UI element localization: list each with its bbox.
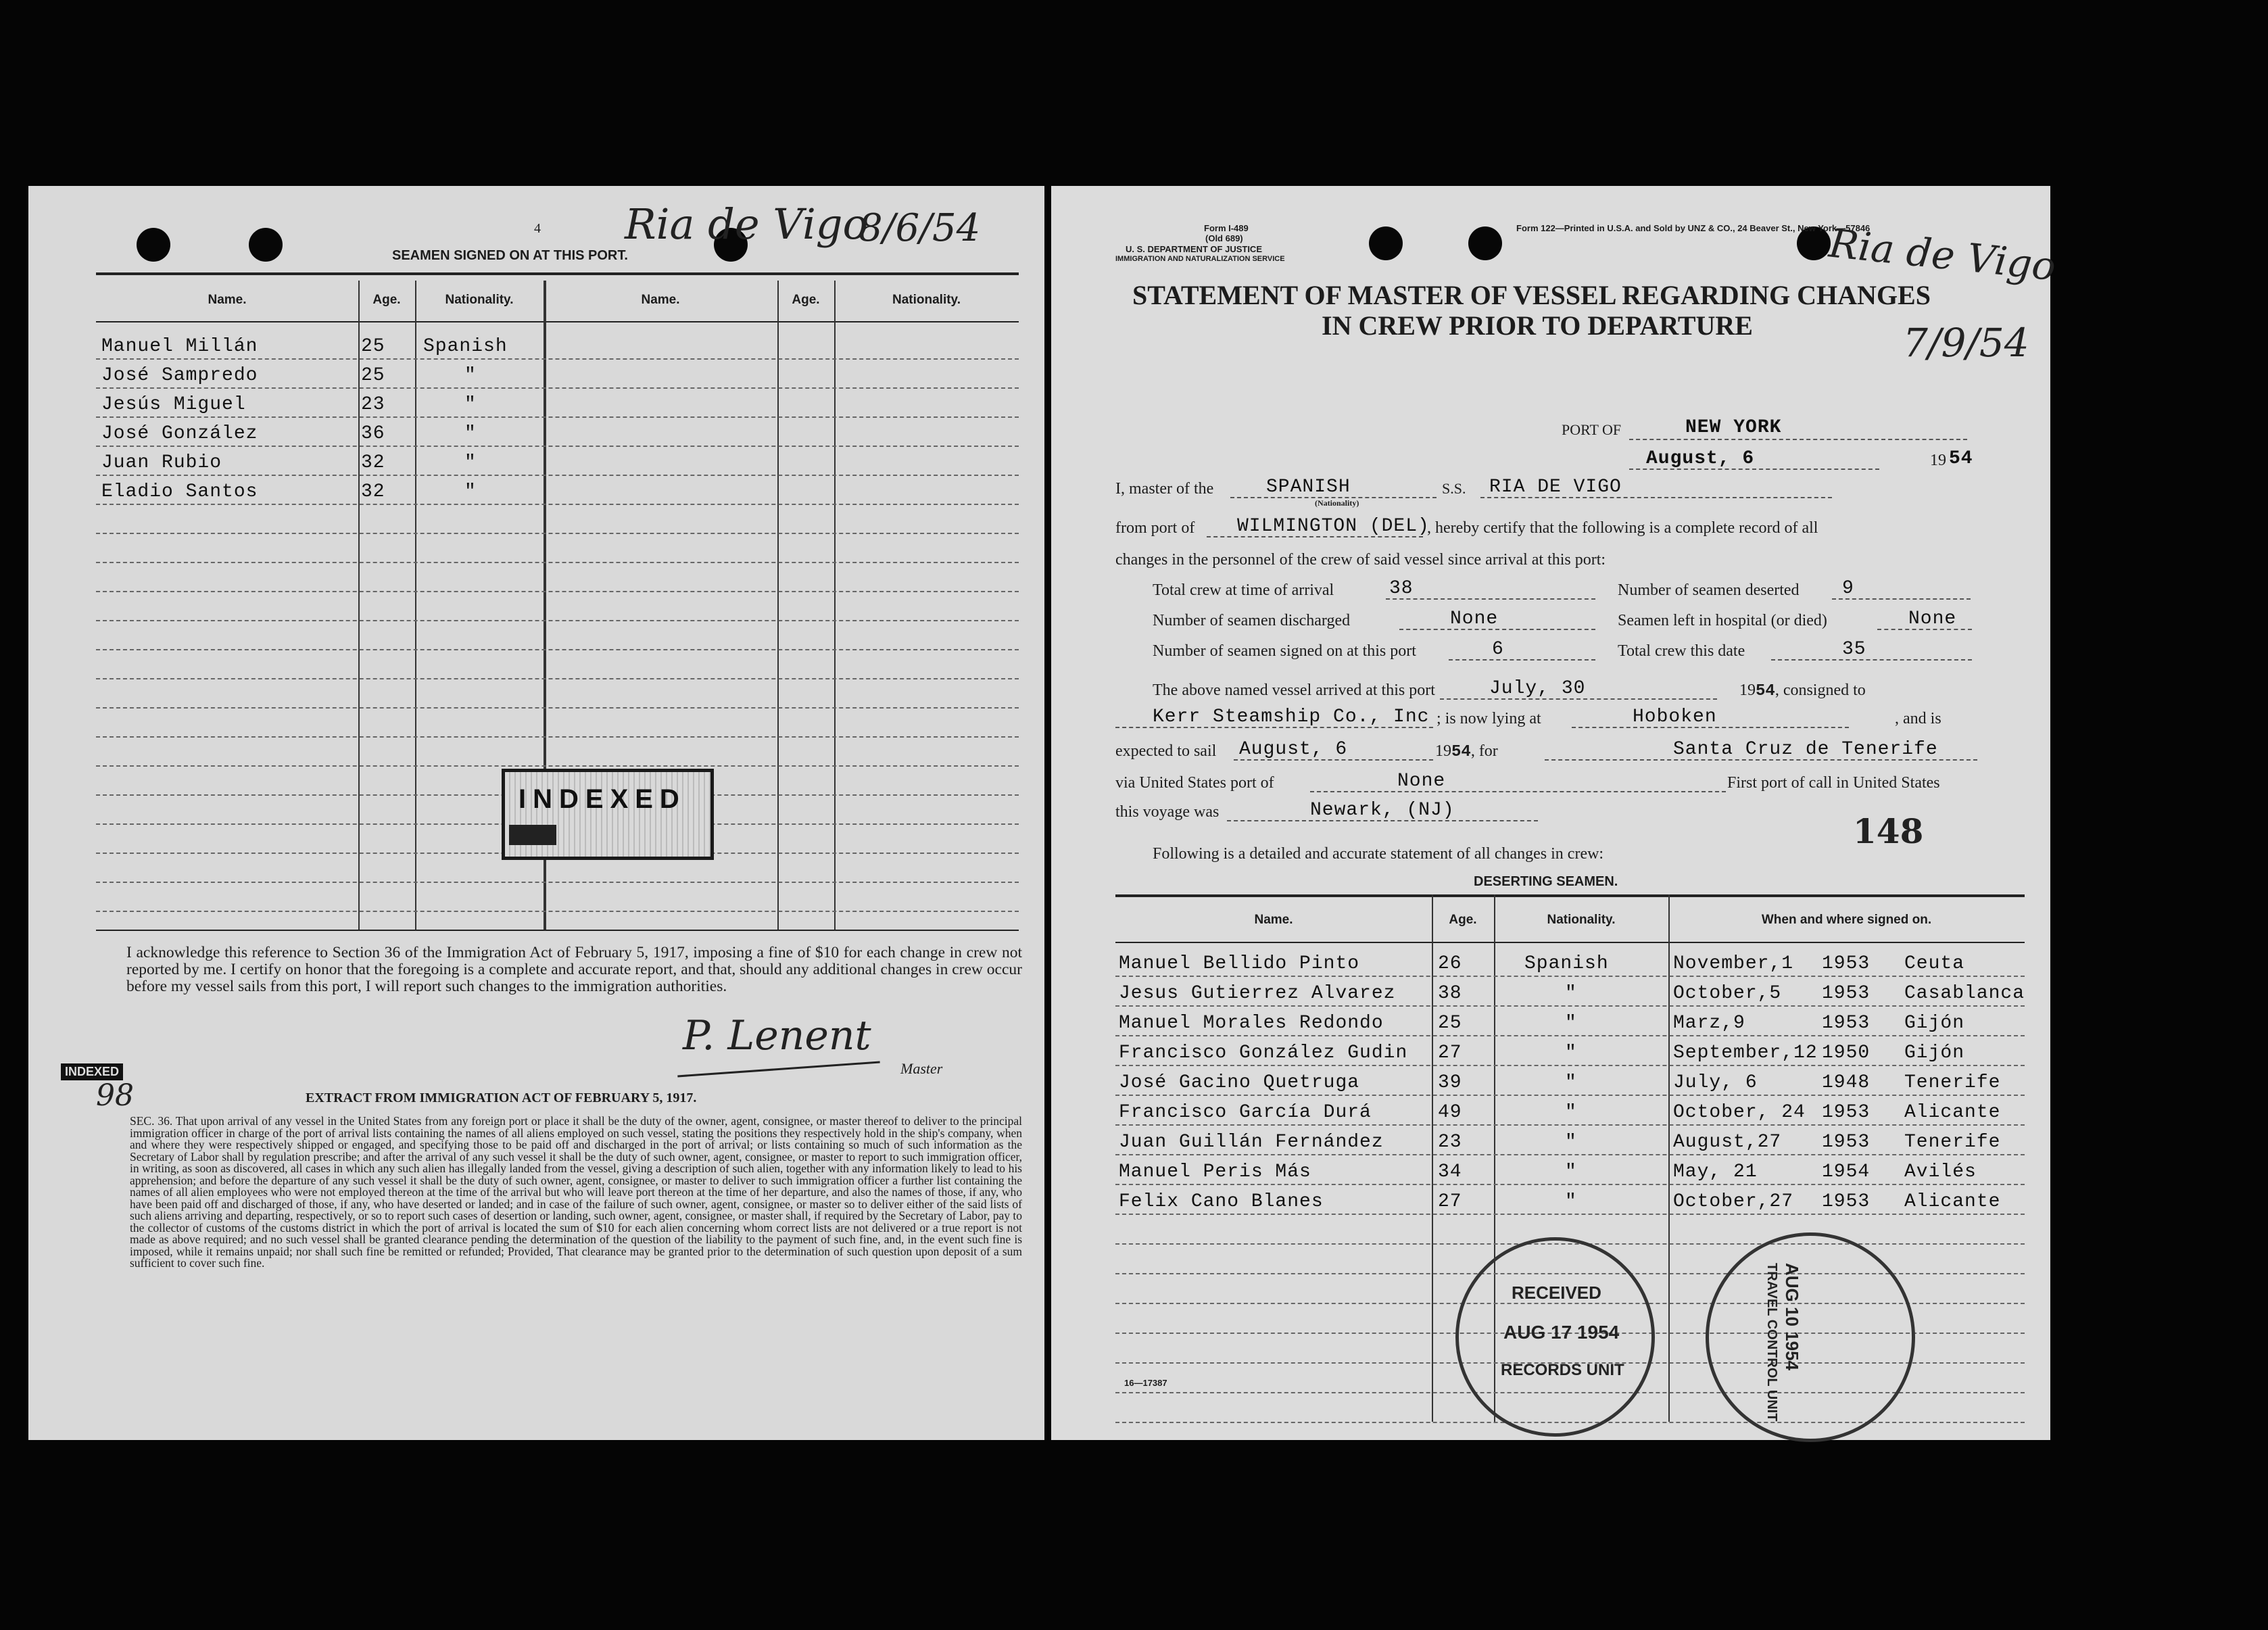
deserter-name: Juan Guillán Fernández (1119, 1132, 1384, 1153)
indexed-stamp (502, 769, 714, 860)
year-prefix: 19 (1930, 452, 1946, 469)
table-header-rule (96, 321, 1019, 322)
deserter-age: 34 (1438, 1161, 1462, 1182)
deserter-signed-year: 1953 (1822, 953, 1871, 974)
deserter-nationality: " (1565, 1072, 1577, 1093)
signed-on-label: Number of seamen signed on at this port (1153, 642, 1416, 660)
service-name: IMMIGRATION AND NATURALIZATION SERVICE (1115, 255, 1285, 263)
travel-stamp-text: TRAVEL CONTROL UNIT (1764, 1263, 1779, 1422)
table-cell-age: 25 (361, 336, 385, 357)
table-bottom-rule (96, 930, 1019, 931)
row-rule (96, 446, 1019, 447)
deserter-nationality: " (1565, 1013, 1577, 1034)
right-page: Form I-489 (Old 689) U. S. DEPARTMENT OF JUSTICE IMMIGRATION AND NATURALIZATION SERVICE Form 122—Printed in U.S.A. and Sold by UNZ & CO., 24 Beaver St., New York—57846 Ria de Vigo 7/9/54 STATEMENT OF MASTER OF VESSEL REGARDING CHANGES IN CREW PRIOR TO DEPARTURE PORT OF NEW YORK August, 6 19 54 I, master of the SPANISH (Nationality) S.S. RIA DE VIGO from port of WILMINGTON (DEL) , hereby certify that the following is a complete record of all changes in the personnel of the crew of said vessel since arrival at this port: Total crew at time of arrival 38 Number of seamen deserted 9 Number of seamen discharged None Seamen left in hospital (or died) None Number of seamen signed on at this port 6 Total crew this date 35 The above named vessel arrived at this port July, 30 1954, consigned to Kerr Steamship Co., Inc ; is now lying at Hoboken , and is expected to sail August, 6 1954, for Santa Cruz de Tenerife via United States port of None First port of call in United States this voyage was Newark, (NJ) 148 Following is a detailed and accurate statement of all changes in crew: DESERTING SEAMEN. Name. Age. Nationality. When and where signed on. Manuel Bellido Pinto 26 Spanish November,1 1953 Ceuta Jesus Gutierrez Alvarez 38 " October,5 1953 Casablanca Manuel Morales Redondo 25 " Marz,9 1953 Gijón Francisco González Gudin 27 " September,12 1950 Gijón José Gacino Quetruga 39 " July, 6 1948 Tenerife Francisco García Durá 49 " October, 24 1953 Alicante Juan Guillán Fernández 23 " August,27 1953 Tenerife Manuel Peris Más 34 " May, 21 1954 Avilés Felix Cano Blanes 27 " October,27 1953 Alicante RECEIVED AUG 17 1954 RECORDS UNIT AUG 10 1954 TRAVEL CONTROL UNIT 16—17387 (1051, 186, 2050, 1440)
deserted-label: Number of seamen deserted (1618, 581, 1800, 599)
table-cell-age: 36 (361, 423, 385, 444)
column-header-age: Age. (792, 293, 820, 307)
row-rule (1115, 1124, 2025, 1126)
column-header-age: Age. (372, 293, 401, 307)
fill-line (1310, 791, 1726, 792)
row-rule (1115, 976, 2025, 977)
column-header-age: Age. (1449, 913, 1477, 927)
table-top-rule (1115, 894, 2025, 897)
table-cell-nationality: " (464, 481, 477, 502)
expected-year: 54 (1451, 743, 1471, 761)
expected-label: expected to sail (1115, 742, 1217, 760)
travel-control-stamp (1706, 1232, 1915, 1442)
row-rule (96, 504, 1019, 505)
master-of-label: I, master of the (1115, 480, 1214, 498)
discharged-label: Number of seamen discharged (1153, 612, 1351, 629)
punch-hole (1369, 226, 1403, 260)
punch-hole (249, 228, 283, 262)
page-number: 4 (534, 221, 541, 236)
table-cell-name: Eladio Santos (101, 481, 258, 502)
column-header-nationality: Nationality. (445, 293, 514, 307)
deserter-signed-year: 1948 (1822, 1072, 1871, 1093)
row-rule (96, 736, 1019, 738)
table-cell-nationality: " (464, 394, 477, 415)
consigned-label: , consigned to (1775, 681, 1866, 699)
column-divider (834, 281, 836, 930)
column-header-name: Name. (208, 293, 247, 307)
table-cell-nationality: " (464, 452, 477, 473)
deserter-signed-place: Tenerife (1904, 1072, 2001, 1093)
row-rule (1115, 1065, 2025, 1066)
hospital-value: None (1908, 608, 1957, 629)
deserter-nationality: " (1565, 1042, 1577, 1063)
deserter-name: Felix Cano Blanes (1119, 1191, 1324, 1212)
port-of-label: PORT OF (1562, 421, 1622, 438)
voyage-value: Newark, (NJ) (1310, 800, 1455, 821)
table-cell-name: Manuel Millán (101, 336, 258, 357)
table-header-rule (1115, 942, 2025, 943)
arrived-label: The above named vessel arrived at this port (1153, 681, 1435, 699)
for-label: , for (1470, 742, 1498, 760)
deserter-signed-year: 1953 (1822, 983, 1871, 1004)
deserter-signed-date: October,5 (1673, 983, 1782, 1004)
row-rule (96, 882, 1019, 883)
hospital-label: Seamen left in hospital (or died) (1618, 612, 1827, 629)
received-stamp-date: AUG 17 1954 (1503, 1322, 1620, 1343)
deserter-nationality: " (1565, 1132, 1577, 1153)
old-form-number: (Old 689) (1205, 233, 1243, 243)
for-value: Santa Cruz de Tenerife (1673, 739, 1938, 760)
row-rule (96, 475, 1019, 476)
deserter-signed-place: Tenerife (1904, 1132, 2001, 1153)
deserter-signed-date: May, 21 (1673, 1161, 1758, 1182)
deserter-signed-date: September,12 (1673, 1042, 1818, 1063)
form-title-line1: STATEMENT OF MASTER OF VESSEL REGARDING CHANGES (1132, 280, 1931, 310)
deserter-signed-place: Casablanca (1904, 983, 2025, 1004)
received-stamp (1455, 1237, 1655, 1437)
table-cell-age: 25 (361, 365, 385, 386)
left-page (28, 186, 1044, 1440)
deserter-signed-year: 1953 (1822, 1191, 1871, 1212)
table-cell-age: 32 (361, 452, 385, 473)
column-divider (1432, 894, 1433, 1422)
from-port-value: WILMINGTON (DEL) (1237, 516, 1430, 537)
table-cell-age: 32 (361, 481, 385, 502)
table-top-rule (96, 272, 1019, 275)
deserter-age: 27 (1438, 1042, 1462, 1063)
row-rule (96, 649, 1019, 650)
extract-text: SEC. 36. That upon arrival of any vessel in the United States from any foreign port or place it shall be the duty of the owner, agent, consignee, or master thereof to deliver to the principal immigration officer in charge of the port of arrival lists containing the names of all aliens employed on such vessel, stating the positions they respectively hold in the ship's company, when and where they were respectively shipped or engaged, and specifying those to be paid off and discharged in the port of arrival; or lists containing so much of such information as the Secretary of Labor shall by regulation prescribe; and after the arrival of any such vessel it shall be the duty of such owner, agent, consignee, or master to report to such immigration officer, in writing, as soon as discovered, all cases in which any such alien has illegally landed from the vessel, giving a description of such alien, together with any information likely to lead to his apprehension; and before the departure of any such vessel it shall be the duty of such owner, agent, consignee, or master to deliver to such immigration officer a further list containing the names of all alien employees who were not employed thereon at the time of the arrival but who will leave port thereon at the time of her departure, and also the names of those, if any, who have been paid off and discharged of those, if any, who have deserted or landed; and in case of the failure of such owner, agent, consignee, or master so to deliver either of the said lists of such aliens arriving and departing, respectively, or so to report such cases of desertion or landing, such owner, agent, consignee, or master shall, if required by the Secretary of Labor, pay to the collector of customs of the customs district in which the port of arrival is located the sum of $10 for each alien concerning whom correct lists are not delivered or a true report is not made as above required; and no such vessel shall be granted clearance pending the determination of the question of the liability to the payment of such fine, and, in the event such fine is imposed, while it remains unpaid; nor shall such fine be remitted or refunded; Provided, That clearance may be granted prior to the determination of such question upon deposit of a sum sufficient to cover such fine. (130, 1114, 1022, 1270)
expected-value: August, 6 (1239, 739, 1348, 760)
row-rule (1115, 1184, 2025, 1185)
extract-title: EXTRACT FROM IMMIGRATION ACT OF FEBRUARY 5, 1917. (306, 1090, 697, 1105)
table-cell-nationality: Spanish (423, 336, 508, 357)
deserter-signed-place: Gijón (1904, 1042, 1965, 1063)
first-port-label: First port of call in United States (1727, 774, 1940, 792)
table-cell-name: Jesús Miguel (101, 394, 246, 415)
deserter-age: 39 (1438, 1072, 1462, 1093)
deserter-signed-place: Gijón (1904, 1013, 1965, 1034)
deserter-age: 26 (1438, 953, 1462, 974)
deserter-signed-date: August,27 (1673, 1132, 1782, 1153)
handwritten-number: 148 (1853, 811, 1924, 851)
column-divider (1668, 894, 1670, 1422)
column-header-when-where: When and where signed on. (1761, 913, 1932, 927)
column-divider (777, 281, 779, 930)
handwritten-date: 8/6/54 (859, 206, 981, 250)
nationality-value: SPANISH (1266, 477, 1351, 498)
fill-line (1449, 659, 1595, 661)
column-divider (358, 281, 360, 930)
and-is-label: , and is (1895, 710, 1941, 727)
table-cell-nationality: " (464, 423, 477, 444)
deserter-signed-date: Marz,9 (1673, 1013, 1745, 1034)
port-of-value: NEW YORK (1685, 417, 1782, 438)
deserter-age: 23 (1438, 1132, 1462, 1153)
row-rule (96, 562, 1019, 563)
table-cell-name: José Sampredo (101, 365, 258, 386)
column-header-name: Name. (1254, 913, 1293, 927)
footer-code: 16—17387 (1124, 1378, 1167, 1388)
changes-text: changes in the personnel of the crew of said vessel since arrival at this port: (1115, 551, 1606, 569)
signature-underline (677, 1061, 879, 1078)
punch-hole (1468, 226, 1502, 260)
deserter-signed-place: Alicante (1904, 1102, 2001, 1123)
deserted-value: 9 (1842, 578, 1854, 599)
column-divider (415, 281, 416, 930)
deserter-name: Manuel Peris Más (1119, 1161, 1311, 1182)
deserter-signed-year: 1953 (1822, 1102, 1871, 1123)
deserter-signed-date: November,1 (1673, 953, 1794, 974)
master-label: Master (900, 1060, 943, 1077)
deserter-signed-date: July, 6 (1673, 1072, 1758, 1093)
via-value: None (1397, 771, 1446, 792)
deserter-name: Manuel Morales Redondo (1119, 1013, 1384, 1034)
deserter-age: 25 (1438, 1013, 1462, 1034)
deserter-name: Francisco González Gudin (1119, 1042, 1408, 1063)
deserter-name: Francisco García Durá (1119, 1102, 1372, 1123)
from-port-label: from port of (1115, 519, 1195, 537)
via-label: via United States port of (1115, 774, 1274, 792)
row-rule (96, 358, 1019, 360)
deserter-nationality: " (1565, 1191, 1577, 1212)
deserter-signed-place: Ceuta (1904, 953, 1965, 974)
table-cell-age: 23 (361, 394, 385, 415)
acknowledgement-text: I acknowledge this reference to Section 36 of the Immigration Act of February 5, 1917, imposing a fine of $10 for each change in crew not reported by me. I certify on honor that the foregoing is a complete and accurate report, and that, should any additional changes in crew occur before my vessel sails from this port, I will report such changes to the immigration authorities. (126, 944, 1022, 995)
deserter-signed-place: Alicante (1904, 1191, 2001, 1212)
deserting-header: DESERTING SEAMEN. (1474, 874, 1618, 889)
deserter-signed-year: 1954 (1822, 1161, 1871, 1182)
deserter-signed-date: October,27 (1673, 1191, 1794, 1212)
fill-line (1629, 439, 1967, 440)
date-value: August, 6 (1646, 448, 1755, 469)
discharged-value: None (1450, 608, 1499, 629)
consignee-value: Kerr Steamship Co., Inc (1153, 706, 1430, 727)
ss-label: S.S. (1442, 480, 1466, 497)
voyage-label: this voyage was (1115, 803, 1220, 821)
table-cell-name: Juan Rubio (101, 452, 222, 473)
travel-stamp-date: AUG 10 1954 (1782, 1263, 1802, 1370)
deserter-signed-date: October, 24 (1673, 1102, 1806, 1123)
arrived-value: July, 30 (1489, 678, 1586, 699)
deserter-nationality: " (1565, 983, 1577, 1004)
deserter-signed-year: 1953 (1822, 1013, 1871, 1034)
form-number: Form I-489 (1204, 223, 1249, 233)
received-stamp-top: RECEIVED (1512, 1283, 1601, 1303)
total-crew-label: Total crew at time of arrival (1153, 581, 1334, 599)
row-rule (96, 533, 1019, 534)
following-label: Following is a detailed and accurate statement of all changes in crew: (1153, 845, 1604, 863)
nationality-caption: (Nationality) (1315, 498, 1359, 508)
side-handwritten-number: 98 (96, 1078, 134, 1113)
seamen-signed-header: SEAMEN SIGNED ON AT THIS PORT. (392, 248, 628, 263)
signed-on-value: 6 (1492, 639, 1504, 660)
handwritten-vessel-name: Ria de Vigo (1827, 220, 2058, 290)
row-rule (1115, 1095, 2025, 1096)
printer-line: Form 122—Printed in U.S.A. and Sold by UNZ & CO., 24 Beaver St., New York—57846 (1516, 223, 1871, 233)
ss-value: RIA DE VIGO (1489, 477, 1622, 498)
total-date-label: Total crew this date (1618, 642, 1745, 660)
fill-line (1771, 659, 1972, 661)
form-title-line2: IN CREW PRIOR TO DEPARTURE (1322, 310, 1753, 341)
total-crew-value: 38 (1389, 578, 1414, 599)
fill-line (1386, 598, 1595, 600)
row-rule (1115, 1035, 2025, 1036)
row-rule (96, 765, 1019, 767)
side-indexed-stamp: INDEXED (61, 1063, 123, 1080)
column-header-nationality: Nationality. (1547, 913, 1616, 927)
deserter-age: 27 (1438, 1191, 1462, 1212)
deserter-signed-year: 1953 (1822, 1132, 1871, 1153)
handwritten-vessel-name: Ria de Vigo (625, 199, 868, 249)
arrived-year: 54 (1756, 682, 1775, 700)
lying-value: Hoboken (1633, 706, 1717, 727)
department-name: U. S. DEPARTMENT OF JUSTICE (1126, 244, 1262, 254)
row-rule (96, 911, 1019, 912)
row-rule (96, 387, 1019, 389)
received-stamp-bottom: RECORDS UNIT (1501, 1361, 1624, 1379)
row-rule (96, 707, 1019, 709)
table-cell-name: José González (101, 423, 258, 444)
row-rule (96, 678, 1019, 679)
deserter-age: 49 (1438, 1102, 1462, 1123)
master-signature: P. Lenent (683, 1012, 871, 1059)
deserter-name: José Gacino Quetruga (1119, 1072, 1360, 1093)
deserter-name: Jesus Gutierrez Alvarez (1119, 983, 1396, 1004)
column-header-name: Name. (641, 293, 680, 307)
deserter-nationality: Spanish (1524, 953, 1609, 974)
table-cell-nationality: " (464, 365, 477, 386)
stamp-ink-mark (509, 825, 556, 845)
year-value: 54 (1949, 448, 1973, 469)
deserter-nationality: " (1565, 1161, 1577, 1182)
row-rule (1115, 1214, 2025, 1215)
deserter-signed-year: 1950 (1822, 1042, 1871, 1063)
column-header-nationality: Nationality. (892, 293, 961, 307)
certify-text: , hereby certify that the following is a complete record of all (1427, 519, 1818, 537)
row-rule (96, 591, 1019, 592)
row-rule (1115, 1154, 2025, 1155)
punch-hole (137, 228, 170, 262)
deserter-signed-place: Avilés (1904, 1161, 1977, 1182)
handwritten-date: 7/9/54 (1903, 320, 2029, 366)
deserter-age: 38 (1438, 983, 1462, 1004)
deserter-name: Manuel Bellido Pinto (1119, 953, 1360, 974)
row-rule (1115, 1005, 2025, 1007)
indexed-stamp-text: INDEXED (518, 784, 686, 814)
total-date-value: 35 (1842, 639, 1866, 660)
deserter-nationality: " (1565, 1102, 1577, 1123)
lying-label: ; is now lying at (1437, 710, 1541, 727)
row-rule (96, 620, 1019, 621)
row-rule (96, 416, 1019, 418)
